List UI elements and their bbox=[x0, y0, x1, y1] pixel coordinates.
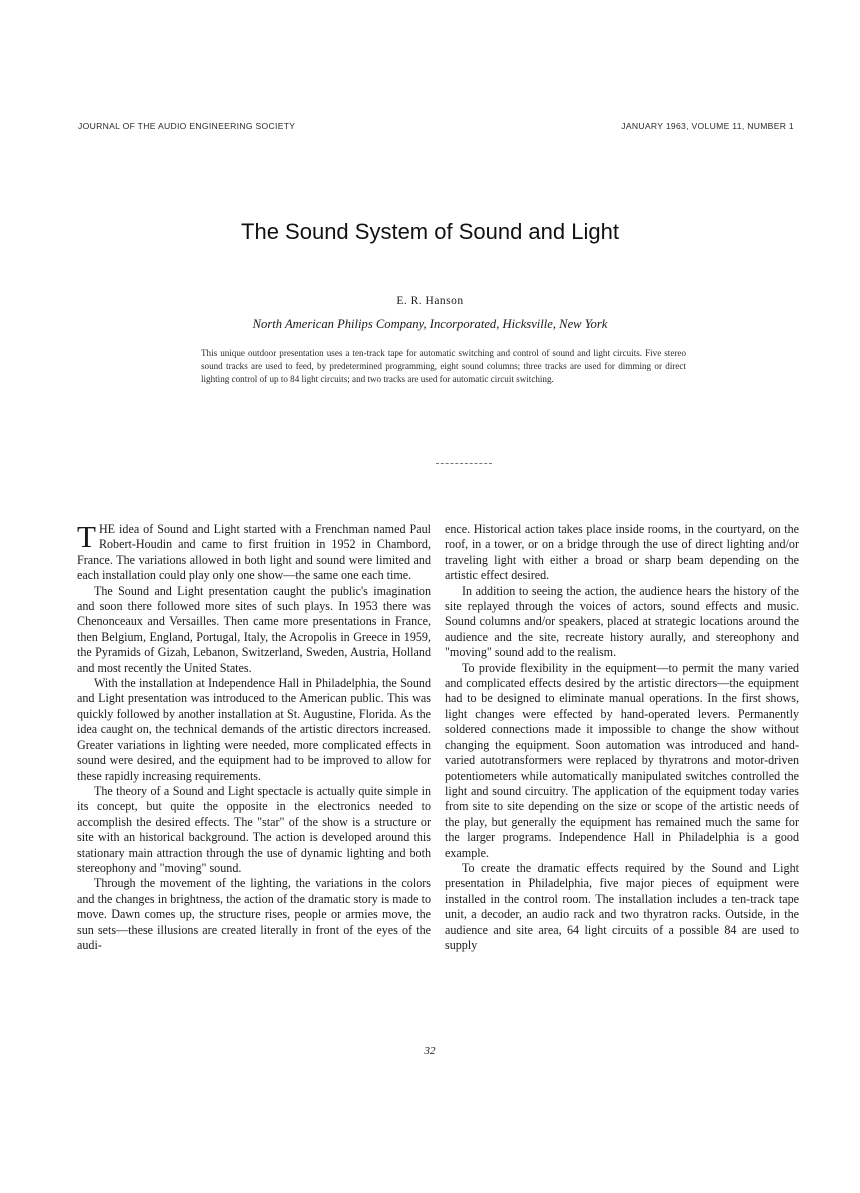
paragraph-1 bbox=[77, 519, 431, 584]
author-affiliation: North American Philips Company, Incorporated, Hicksville, New York bbox=[252, 317, 608, 331]
page-number: 32 bbox=[424, 1045, 436, 1057]
paragraph-5-continued: ence. Historical action takes place inside rooms, in the courtyard, on the roof, in a tower, or on a bridge through the use of direct lighting and/or traveling light with either a broad or sharp beam depending on the artistic effect desired. bbox=[445, 522, 799, 583]
paragraph-7: To provide flexibility in the equipment—to permit the many varied and complicated effects desired by the artistic directors—the equipment had to be designed to eliminate manual operations. In the first shows, light changes were effected by hand-operated levers. Permanently soldered connections made it impossible to change the show without changing the equipment. Soon automation was introduced and hand-varied autotransformers were replaced by thyratrons and motor-driven potentiometers while automatically manipulated switches controlled the light and sound circuitry. The application of the equipment today varies from site to site depending on the size or scope of the artistic needs of the play, but generally the equipment has remained much the same for the larger programs. Independence Hall in Philadelphia is a good example. bbox=[445, 660, 799, 860]
issue-info: JANUARY 1963, VOLUME 11, NUMBER 1 bbox=[621, 121, 794, 131]
paragraph-2: The Sound and Light presentation caught the public's imagination and soon there followed more sites of such plays. In 1953 there was Chenonceaux and Versailles. Then came more presentations in France, then Belgium, England, Portugal, Italy, the Acropolis in Greece in 1959, the Pyramids of Gizah, Lebanon, Switzerland, Sweden, Austria, Holland and most recently the United States. bbox=[77, 583, 431, 675]
paragraph-4: The theory of a Sound and Light spectacle is actually quite simple in its concept, but quite the opposite in the electronics needed to accomplish the desired effects. The "star" of the show is a structure or site with an historical background. The action is developed around this stationary main attraction through the use of dynamic lighting and both stereophony and "moving" sound. bbox=[77, 783, 431, 875]
author-name: E. R. Hanson bbox=[396, 295, 464, 307]
paragraph-5: Through the movement of the lighting, the variations in the colors and the changes in brightness, the action of the dramatic story is made to move. Dawn comes up, the structure rises, people or armies move, the sun sets—these illusions are created literally in front of the eyes of the audi- bbox=[77, 876, 431, 952]
paragraph-1-text: HE idea of Sound and Light started with a Frenchman named Paul Robert-Houdin and came to first fruition in 1952 in Chambord, France. The variations allowed in both light and sound were limited and each installation could play only one show—the same one each time. bbox=[77, 522, 431, 583]
paragraph-6: In addition to seeing the action, the audience hears the history of the site replayed through the voices of actors, sound effects and music. Sound columns and/or speakers, placed at strategic locations around the audience and the site, recreate history aurally, and stereophony and "moving" sound add to the realism. bbox=[445, 583, 799, 660]
journal-name: JOURNAL OF THE AUDIO ENGINEERING SOCIETY bbox=[78, 121, 296, 131]
article-title: The Sound System of Sound and Light bbox=[241, 219, 619, 244]
drop-cap: T bbox=[77, 519, 96, 554]
paragraph-3: With the installation at Independence Hall in Philadelphia, the Sound and Light presentation was introduced to the American public. This was quickly followed by another installation at St. Augustine, Florida. As the idea caught on, the technical demands of the artistic directors increased. Greater variations in lighting were needed, more complicated effects in sound were desired, and the equipment had to be improved to allow for these rapidly increasing requirements. bbox=[77, 676, 431, 783]
abstract: This unique outdoor presentation uses a ten-track tape for automatic switching and control of sound and light circuits. Five stereo sound tracks are used to feed, by predetermined programming, eight sound columns; three tracks are used for dimming or direct lighting control of up to 84 light circuits; and two tracks are used for automatic circuit switching. bbox=[201, 348, 686, 385]
paragraph-8: To create the dramatic effects required by the Sound and Light presentation in Philadelphia, five major pieces of equipment were installed in the control room. The installation includes a ten-track tape unit, a decoder, an audio rack and two thyratron racks. Outside, in the audience and site area, 64 light circuits of a possible 84 are used to supply bbox=[445, 860, 799, 952]
left-column bbox=[77, 519, 431, 953]
right-column bbox=[445, 522, 799, 953]
section-divider bbox=[436, 463, 492, 464]
